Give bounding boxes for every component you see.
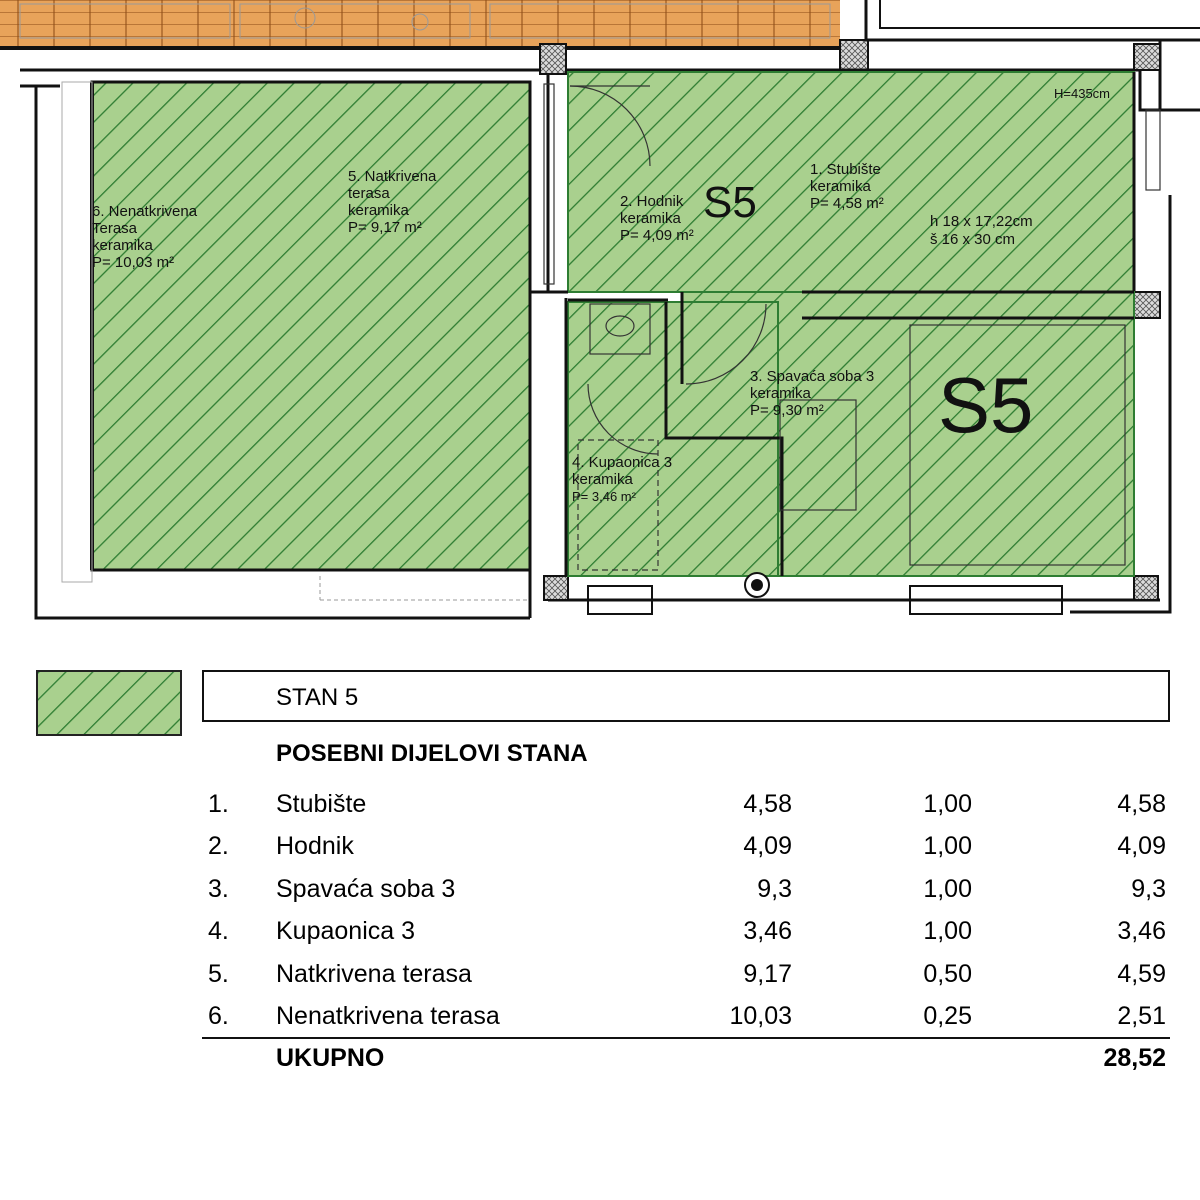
- row-number: 1.: [208, 790, 229, 818]
- top-wall-band: [0, 0, 840, 48]
- table-row: [202, 917, 1170, 957]
- row-name: Stubište: [276, 790, 367, 818]
- wall-column: [544, 576, 568, 600]
- row-area: 4,09: [743, 832, 792, 860]
- stair-dimension-note: h 18 x 17,22cm š 16 x 30 cm: [930, 213, 1033, 248]
- unit-title-box: [202, 670, 1170, 722]
- room-label-bedroom: 3. Spavaća soba 3 keramika P= 9,30 m²: [750, 368, 875, 419]
- row-area: 9,17: [743, 960, 792, 988]
- row-name: Hodnik: [276, 832, 354, 860]
- total-row: [202, 1044, 1170, 1084]
- table-row: [202, 875, 1170, 915]
- row-name: Spavaća soba 3: [276, 875, 456, 903]
- row-total: 4,58: [1117, 790, 1166, 818]
- row-coefficient: 1,00: [923, 875, 972, 903]
- row-number: 6.: [208, 1002, 229, 1030]
- room-label-open-terrace: 6. Nenatkrivena Terasa keramika P= 10,03 m²: [92, 203, 198, 271]
- row-number: 5.: [208, 960, 229, 988]
- height-note: H=435cm: [1054, 86, 1110, 101]
- table-row: [202, 832, 1170, 872]
- wall-column: [1134, 292, 1160, 318]
- room-label-stair: 1. Stubište keramika P= 4,58 m²: [810, 161, 884, 212]
- total-divider: [202, 1037, 1170, 1039]
- row-number: 2.: [208, 832, 229, 860]
- total-label: UKUPNO: [276, 1044, 385, 1072]
- row-total: 4,09: [1117, 832, 1166, 860]
- room-label-hall: 2. Hodnik keramika P= 4,09 m²: [620, 193, 694, 244]
- row-coefficient: 1,00: [923, 832, 972, 860]
- row-coefficient: 0,25: [923, 1002, 972, 1030]
- row-area: 4,58: [743, 790, 792, 818]
- table-row: [202, 790, 1170, 830]
- wall-column: [1134, 576, 1158, 600]
- row-total: 9,3: [1131, 875, 1166, 903]
- row-coefficient: 1,00: [923, 790, 972, 818]
- row-number: 3.: [208, 875, 229, 903]
- room-label-bathroom: 4. Kupaonica 3 keramika P= 3,46 m²: [572, 454, 673, 504]
- wall-column: [540, 44, 566, 74]
- table-row: [202, 1002, 1170, 1042]
- row-coefficient: 0,50: [923, 960, 972, 988]
- room-label-covered-terrace: 5. Natkrivena terasa keramika P= 9,17 m²: [348, 168, 437, 236]
- row-coefficient: 1,00: [923, 917, 972, 945]
- row-total: 2,51: [1117, 1002, 1166, 1030]
- unit-tag-large: S5: [938, 361, 1034, 449]
- row-area: 10,03: [729, 1002, 792, 1030]
- row-name: Kupaonica 3: [276, 917, 416, 945]
- row-name: Nenatkrivena terasa: [276, 1002, 500, 1030]
- wall-column: [1134, 44, 1160, 70]
- row-area: 3,46: [743, 917, 792, 945]
- unit-title: STAN 5: [276, 684, 359, 711]
- legend-swatch: [36, 670, 182, 736]
- table-heading: POSEBNI DIJELOVI STANA: [276, 740, 588, 767]
- unit-tag-small: S5: [703, 178, 757, 227]
- row-name: Natkrivena terasa: [276, 960, 472, 988]
- table-row: [202, 960, 1170, 1000]
- row-number: 4.: [208, 917, 229, 945]
- row-total: 4,59: [1117, 960, 1166, 988]
- total-value: 28,52: [1103, 1044, 1166, 1072]
- row-total: 3,46: [1117, 917, 1166, 945]
- row-area: 9,3: [757, 875, 792, 903]
- drain-icon: [745, 573, 769, 597]
- terrace-area: [92, 82, 530, 570]
